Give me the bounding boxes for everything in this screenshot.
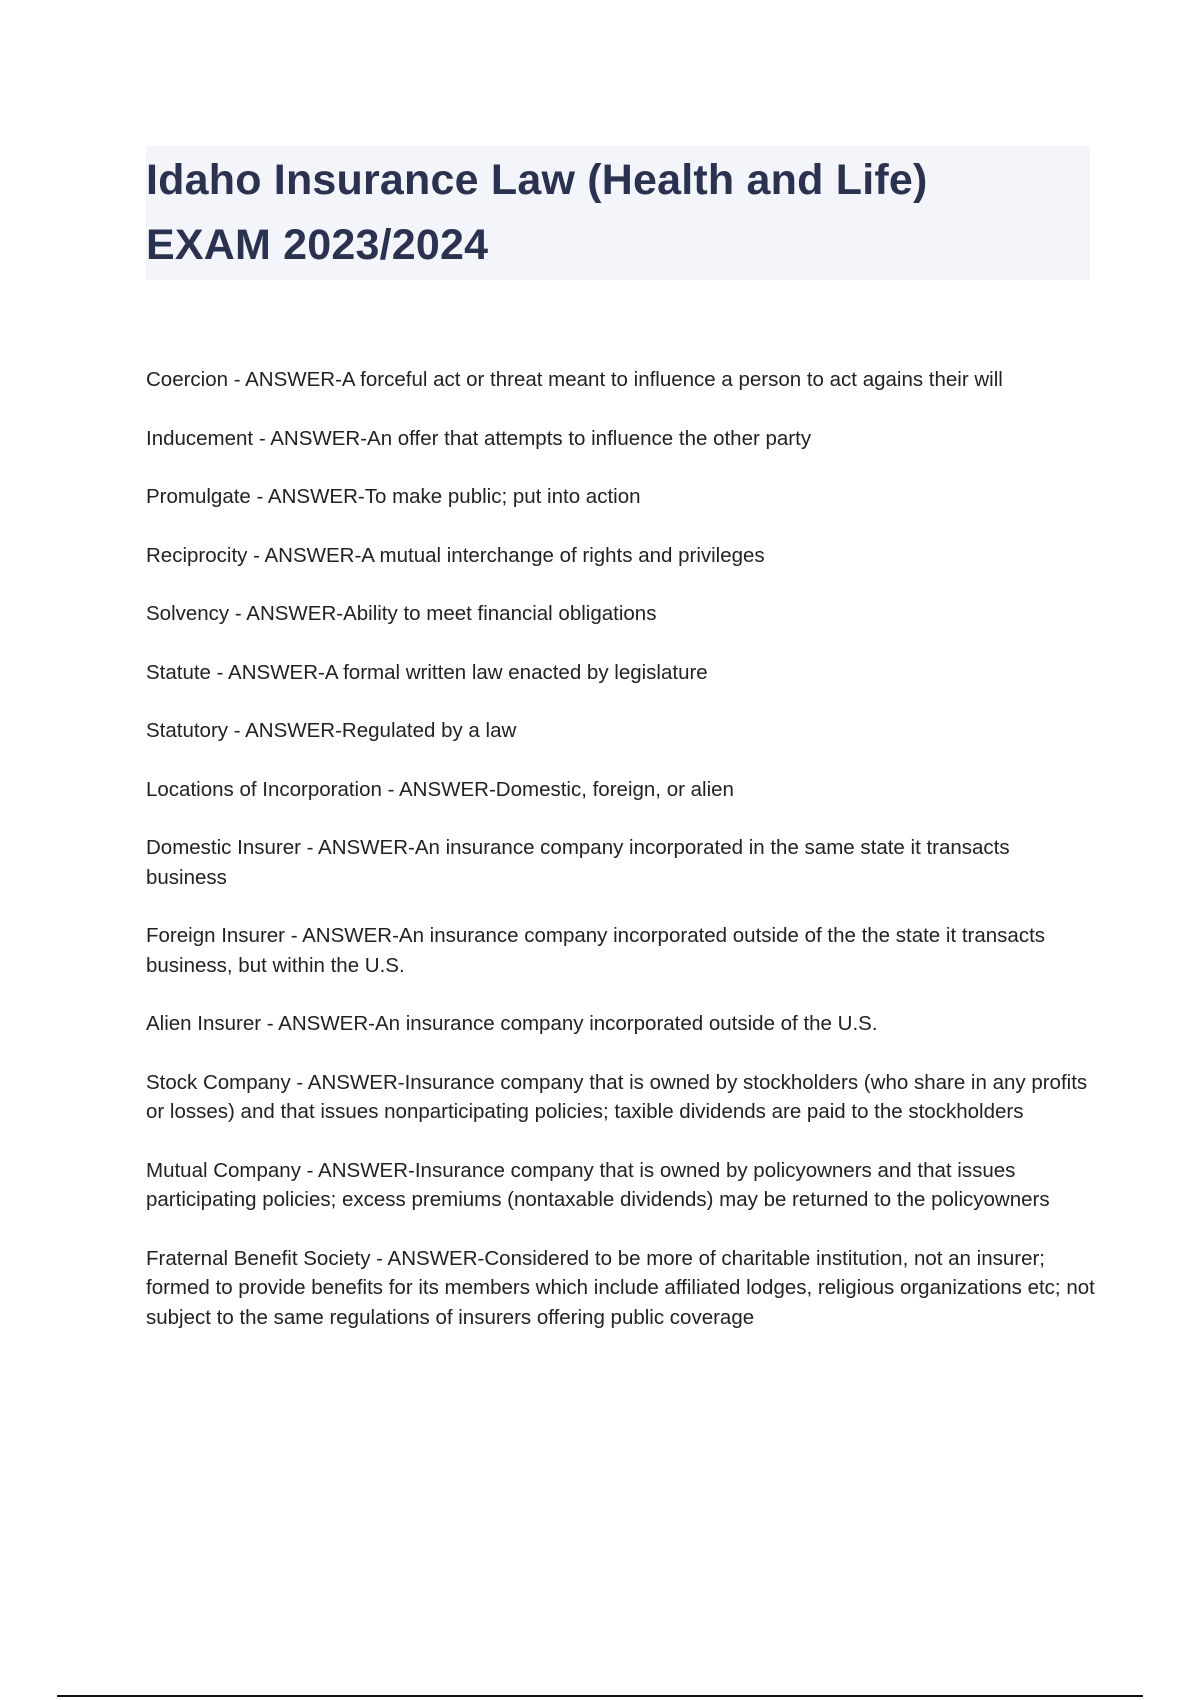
qa-entry-mutual-company: Mutual Company - ANSWER-Insurance company that is owned by policyowners and that issues participating policies; excess premiums (nontaxable dividends) may be returned to the policyowners — [146, 1158, 1050, 1211]
qa-entry-fraternal-benefit-society: Fraternal Benefit Society - ANSWER-Considered to be more of charitable institution, not an insurer; formed to provide benefits for its members which include affiliated lodges, religious organizations etc; not subject to the same regulations of insurers offering public coverage — [146, 1246, 1095, 1329]
qa-entry-inducement: Inducement - ANSWER-An offer that attempts to influence the other party — [146, 426, 812, 450]
qa-entry-alien-insurer: Alien Insurer - ANSWER-An insurance company incorporated outside of the U.S. — [146, 1012, 878, 1035]
qa-entry-stock-company: Stock Company - ANSWER-Insurance company that is owned by stockholders (who share in any profits or losses) and that issues nonparticipating policies; taxible dividends are paid to the stockholders — [146, 1070, 1088, 1123]
qa-entry-reciprocity: Reciprocity - ANSWER-A mutual interchange of rights and privileges — [146, 543, 765, 567]
footer-divider — [57, 1695, 1143, 1697]
title-line-2: EXAM 2023/2024 — [146, 221, 489, 269]
page-title — [146, 146, 1090, 278]
qa-entry-coercion: Coercion - ANSWER-A forceful act or threat meant to influence a person to act agains their will — [146, 368, 1003, 391]
qa-entry-promulgate: Promulgate - ANSWER-To make public; put into action — [146, 485, 641, 508]
qa-list — [146, 365, 1096, 1361]
qa-entry-domestic-insurer: Domestic Insurer - ANSWER-An insurance company incorporated in the same state it transacts business — [146, 836, 1010, 889]
title-line-1: Idaho Insurance Law (Health and Life) — [146, 156, 928, 204]
qa-entry-statute: Statute - ANSWER-A formal written law enacted by legislature — [146, 660, 708, 684]
qa-entry-locations-of-incorporation: Locations of Incorporation - ANSWER-Domestic, foreign, or alien — [146, 777, 734, 801]
qa-entry-statutory: Statutory - ANSWER-Regulated by a law — [146, 719, 517, 742]
title-block — [146, 146, 1090, 280]
qa-entry-solvency: Solvency - ANSWER-Ability to meet financial obligations — [146, 602, 657, 625]
qa-entry-foreign-insurer: Foreign Insurer - ANSWER-An insurance company incorporated outside of the the state it transacts business, but within the U.S. — [146, 924, 1046, 977]
